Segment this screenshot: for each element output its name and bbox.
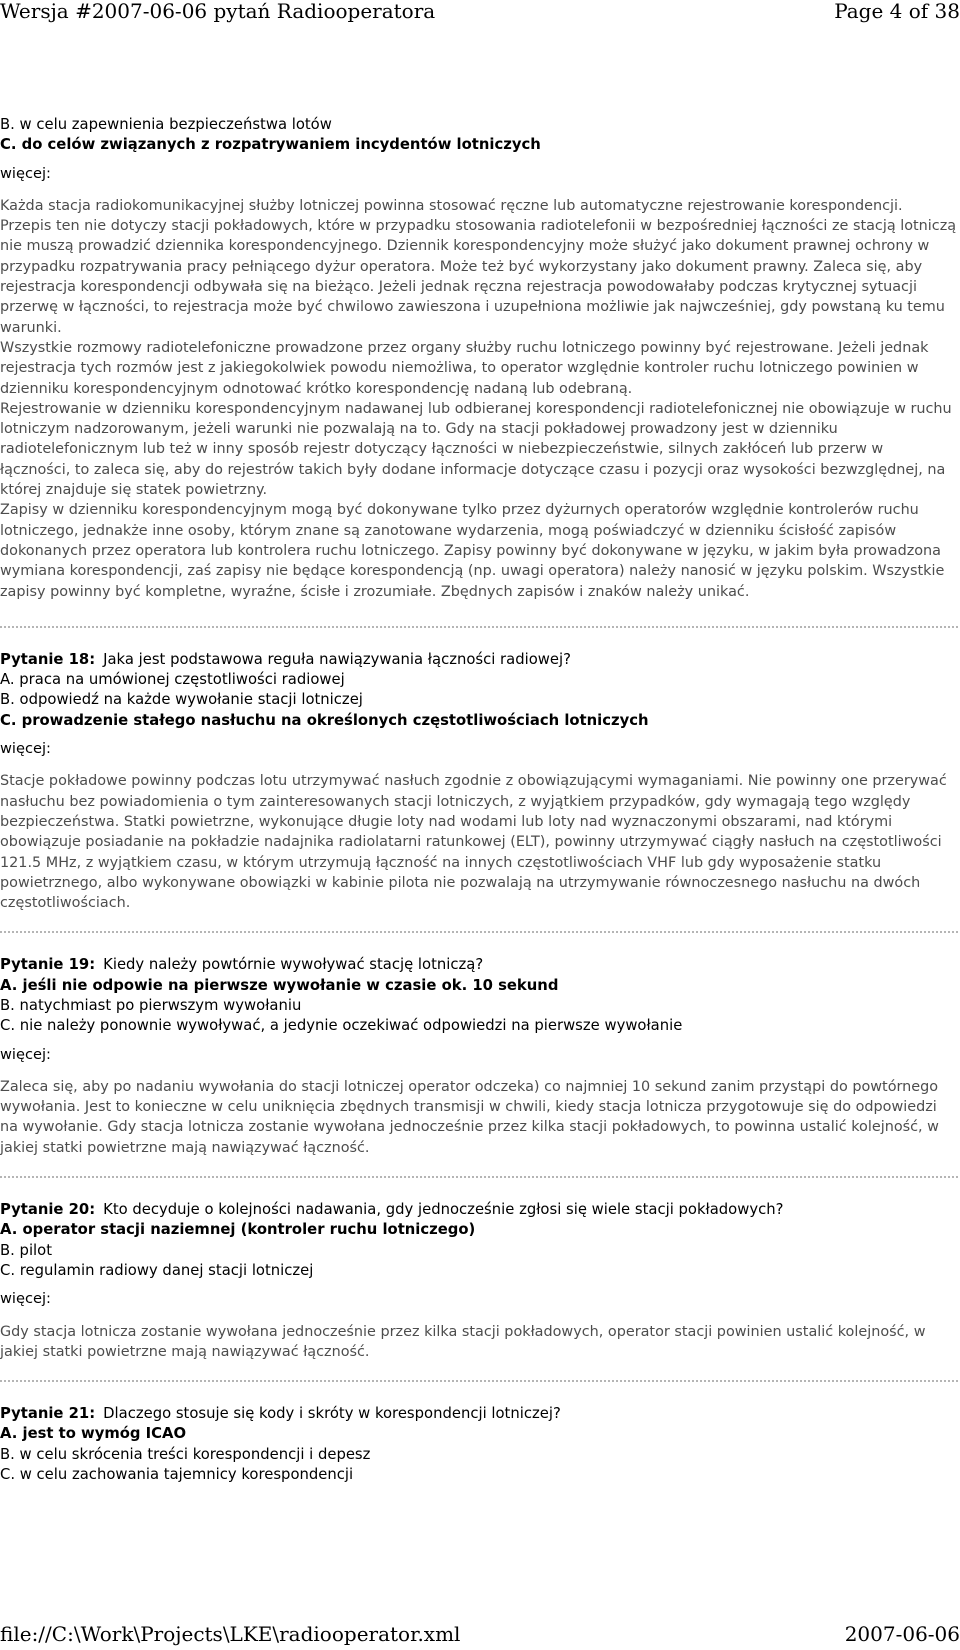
question-text: Kiedy należy powtórnie wywoływać stację lotniczą? [103, 956, 484, 974]
question-number: Pytanie 21: [0, 1405, 96, 1423]
question-text: Jaka jest podstawowa reguła nawiązywania łączności radiowej? [103, 650, 571, 668]
explanation [0, 1322, 958, 1363]
question-line [0, 1200, 958, 1220]
explanation-paragraph: Stacje pokładowe powinny podczas lotu utrzymywać nasłuch zgodnie z obowiązującymi wymaganiami. Nie powinny one przerywać nasłuchu bez powiadomienia o tym zainteresowanych stacji lotniczych, z wyjątkiem przypadków, gdy wymagają tego względy bezpieczeństwa. Statki powietrzne, wykonujące długie loty nad wodami lub loty nad wyznaczonymi obszarami, nad którymi obowiązuje posiadanie na pokładzie nadajnika radiolatarni ratunkowej (ELT), powinny utrzymywać ciągły nasłuch na częstotliwości 121.5 MHz, z wyjątkiem czasu, w którym utrzymują łączność na innych częstotliwościach VHF lub gdy wyposażenie statku powietrznego, albo wykonywane obowiązki w kabinie pilota nie pozwalają na utrzymywanie równoczesnego nasłuchu na dwóch częstotliwościach. [0, 773, 947, 912]
question-20 [0, 1200, 958, 1362]
answer-option: A. praca na umówionej częstotliwości radiowej [0, 671, 345, 689]
explanation-paragraph: Rejestrowanie w dzienniku korespondencyjnym nadawanej lub odbieranej korespondencji radiotelefonicznej nie obowiązuje w ruchu lotniczym nadzorowanym, jeżeli warunki nie pozwalają na to. Gdy na stacji pokładowej prowadzony jest w dzienniku radiotelefonicznym lub też w inny sposób rejestr dotyczący łączności w niebezpieczeństwie, silnych zakłóceń lub przerw w łączności, to zaleca się, aby do rejestrów takich były dodane informacje dotyczące czasu i pozycji oraz wysokości bezwzględnej, na której znajduje się statek powietrzny. [0, 400, 952, 499]
explanation-paragraph: Każda stacja radiokomunikacyjnej służby lotniczej powinna stosować ręczne lub automatyczne rejestrowanie korespondencji. Przepis ten nie dotyczy stacji pokładowych, które w przypadku stosowania radiotelefonii w bezpośredniej łączności ze stacją lotniczą nie muszą prowadzić dziennika korespondencyjnego. Dziennik korespondencyjny może służyć jako dokument prawnej ochrony w przypadku rozpatrywania pracy pełniącego dyżur operatora. Może też być wykorzystany jako dokument prawny. Zaleca się, aby rejestracja korespondencji odbywała się na bieżąco. Jeżeli jednak ręczna rejestracja powodowałaby podczas krytycznej sytuacji przerwę w łączności, to rejestracja może być chwilowo zawieszona i uzupełniona możliwie jak najwcześniej, gdy powstaną ku temu warunki. [0, 197, 957, 336]
more-label: więcej: [0, 1045, 51, 1063]
correct-answer-option: A. jest to wymóg ICAO [0, 1425, 187, 1443]
question-separator [0, 931, 958, 933]
explanation [0, 771, 958, 913]
answer-option: B. w celu zapewnienia bezpieczeństwa lotów [0, 116, 332, 133]
question-number: Pytanie 19: [0, 956, 96, 974]
answer-option: B. natychmiast po pierwszym wywołaniu [0, 996, 302, 1014]
answer-option: C. nie należy ponownie wywoływać, a jedynie oczekiwać odpowiedzi na pierwsze wywołanie [0, 1017, 683, 1035]
page-number: Page 4 of 38 [834, 0, 960, 23]
question-line [0, 1404, 958, 1424]
explanation [0, 196, 958, 602]
answer-option: B. odpowiedź na każde wywołanie stacji lotniczej [0, 691, 363, 709]
correct-answer-option: A. jeśli nie odpowie na pierwsze wywołanie w czasie ok. 10 sekund [0, 976, 559, 994]
explanation-paragraph: Zaleca się, aby po nadaniu wywołania do stacji lotniczej operator odczeka) co najmniej 10 sekund zanim przystąpi do powtórnego wywołania. Jest to konieczne w celu uniknięcia zbędnych transmisji w chwili, kiedy stacja lotnicza przygotowuje się do odpowiedzi na wywołanie. Gdy stacja lotnicza zostanie wywołana jednocześnie przez kilka stacji pokładowych, to powinna ustalić kolejność, w jakiej statki powietrzne mają nawiązywać łączność. [0, 1078, 939, 1156]
question-text: Dlaczego stosuje się kody i skróty w korespondencji lotniczej? [103, 1405, 561, 1423]
more-label: więcej: [0, 1290, 51, 1308]
question-line [0, 650, 958, 670]
question-21 [0, 1404, 958, 1485]
question-separator [0, 1176, 958, 1178]
answer-option: B. pilot [0, 1241, 53, 1259]
footer-date: 2007-06-06 [844, 1622, 960, 1646]
question-separator [0, 1380, 958, 1382]
more-label: więcej: [0, 740, 51, 758]
answer-option: C. w celu zachowania tajemnicy korespondencji [0, 1466, 354, 1484]
question-19 [0, 955, 958, 1158]
explanation-paragraph: Wszystkie rozmowy radiotelefoniczne prowadzone przez organy służby ruchu lotniczego powinny być rejestrowane. Jeżeli jednak rejestracja tych rozmów jest z jakiegokolwiek powodu niemożliwa, to operator względnie kontroler ruchu lotniczego powinien w dzienniku korespondencyjnym odnotować krótko korespondencję nadaną lub odebraną. [0, 339, 929, 397]
explanation [0, 1077, 958, 1158]
document-version-title: Wersja #2007-06-06 pytań Radiooperatora [0, 0, 436, 23]
page-footer [0, 1622, 960, 1648]
page-header [0, 0, 960, 26]
question-line [0, 955, 958, 975]
answer-option: B. w celu skrócenia treści korespondencji i depesz [0, 1445, 371, 1463]
question-separator [0, 626, 958, 628]
document-body [0, 115, 958, 1485]
question-number: Pytanie 20: [0, 1201, 96, 1219]
question-number: Pytanie 18: [0, 650, 96, 668]
more-label: więcej: [0, 164, 51, 182]
correct-answer-option: C. do celów związanych z rozpatrywaniem incydentów lotniczych [0, 136, 541, 154]
question-continuation [0, 115, 958, 602]
correct-answer-option: C. prowadzenie stałego nasłuchu na określonych częstotliwościach lotniczych [0, 711, 649, 729]
question-18 [0, 650, 958, 914]
correct-answer-option: A. operator stacji naziemnej (kontroler ruchu lotniczego) [0, 1221, 476, 1239]
explanation-paragraph: Zapisy w dzienniku korespondencyjnym mogą być dokonywane tylko przez dyżurnych operatorów względnie kontrolerów ruchu lotniczego, jednakże inne osoby, którym znane są zanotowane wydarzenia, mogą poświadczyć w dzienniku ścisłość zapisów dokonanych przez operatora lub kontrolera ruchu lotniczego. Zapisy powinny być dokonywane w języku, w jakim była prowadzona wymiana korespondencji, zaś zapisy nie będące korespondencją (np. uwagi operatora) należy nanosić w języku polskim. Wszystkie zapisy powinny być kompletne, wyraźne, ścisłe i zrozumiałe. Zbędnych zapisów i znaków należy unikać. [0, 502, 945, 600]
source-file-path: file://C:\Work\Projects\LKE\radiooperator.xml [0, 1622, 461, 1646]
explanation-paragraph: Gdy stacja lotnicza zostanie wywołana jednocześnie przez kilka stacji pokładowych, operator stacji powinien ustalić kolejność, w jakiej statki powietrzne mają nawiązywać łączność. [0, 1323, 926, 1360]
answer-option: C. regulamin radiowy danej stacji lotniczej [0, 1261, 314, 1279]
question-text: Kto decyduje o kolejności nadawania, gdy jednocześnie zgłosi się wiele stacji pokładowych? [103, 1201, 784, 1219]
